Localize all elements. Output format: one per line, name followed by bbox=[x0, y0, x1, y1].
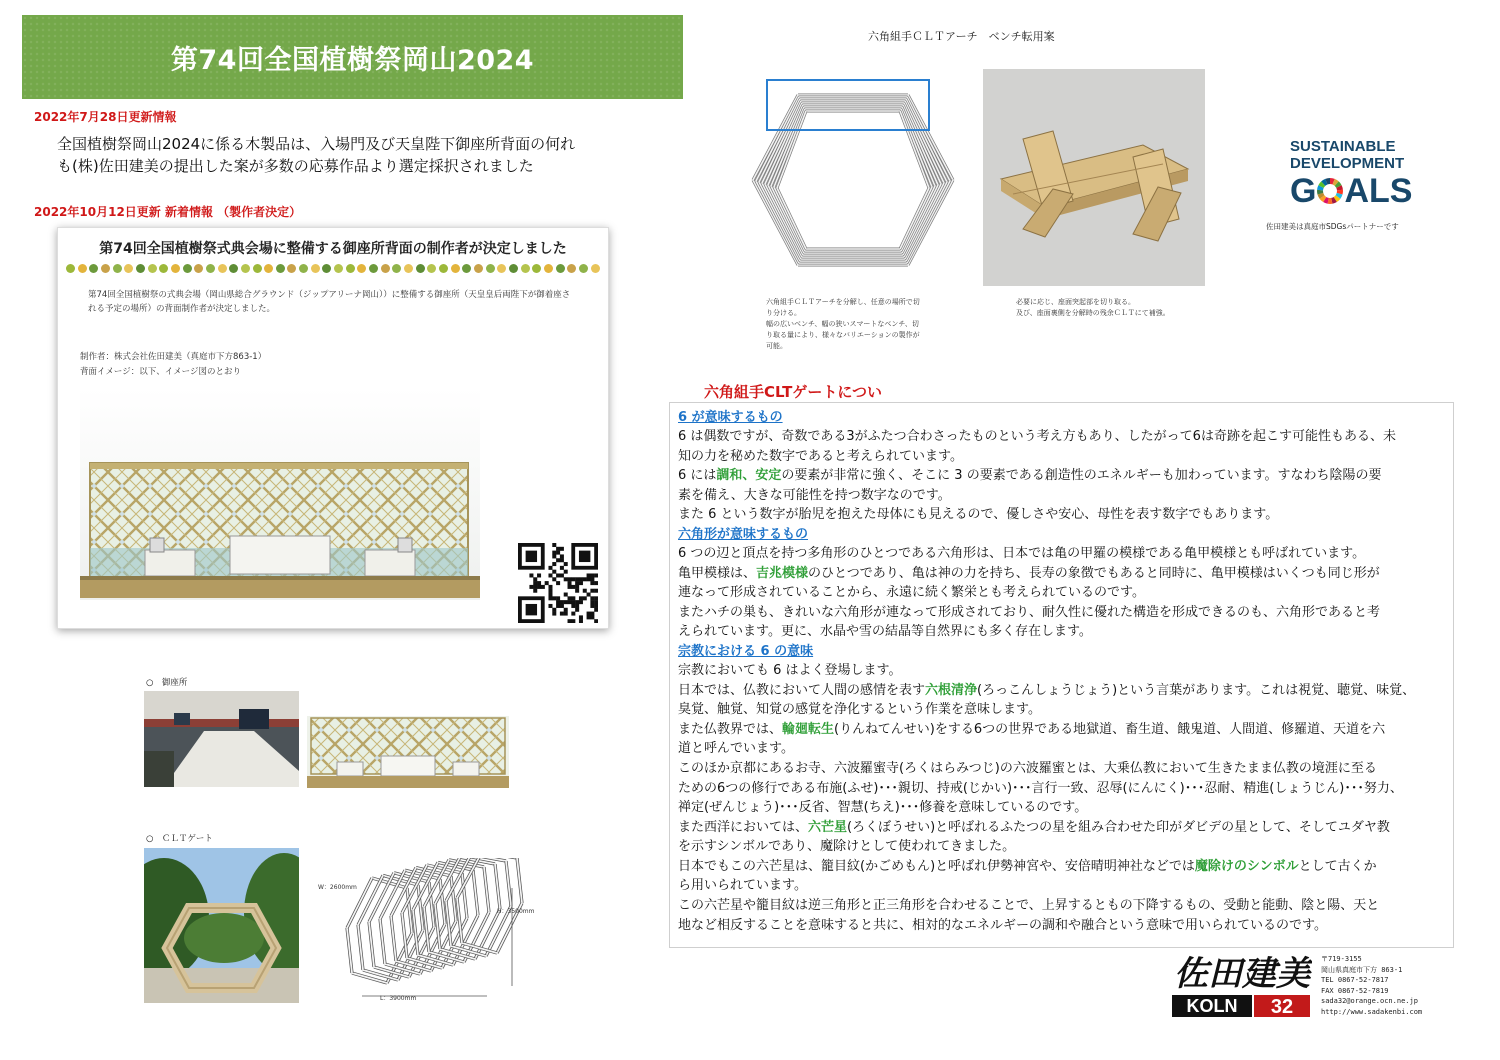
text-segment: ら用いられています。 bbox=[678, 878, 807, 894]
info-section-heading: 六角形が意味するもの bbox=[678, 526, 809, 542]
info-line bbox=[678, 837, 1448, 857]
card-text-line: 第74回全国植樹祭の式典会場（岡山県総合グラウンド（ジップアリーナ岡山））に整備する御座所（天皇皇后両陛下が御着座さ bbox=[88, 290, 571, 300]
dot bbox=[451, 264, 460, 273]
logo-num: 32 bbox=[1270, 996, 1294, 1018]
clt-gate-drawing bbox=[312, 858, 535, 1006]
info-line bbox=[678, 798, 1448, 818]
text-segment: 臭覚、触覚、知覚の感覚を浄化するという作業を意味します。 bbox=[678, 702, 1041, 718]
logo-text: 佐田建美 bbox=[1174, 954, 1310, 994]
dot bbox=[287, 264, 296, 273]
text-segment: 連なって形成されていることから、永遠に続く繁栄とも考えられているのです。 bbox=[678, 585, 1145, 601]
dot bbox=[509, 264, 518, 273]
note-line: 必要に応じ、座面突起部を切り取る。 bbox=[1016, 298, 1135, 306]
info-title: 六角組手CLTゲートについ bbox=[704, 383, 883, 401]
info-line bbox=[678, 759, 1448, 779]
bench-rendering bbox=[983, 69, 1205, 286]
bench-note-right bbox=[1016, 297, 1170, 319]
info-line bbox=[678, 427, 1448, 447]
text-segment: また 6 という数字が胎児を抱えた母体にも見えるので、優しさや安心、母性を表す数字でもあります。 bbox=[678, 507, 1279, 523]
address-line: http://www.sadakenbi.com bbox=[1321, 1007, 1423, 1016]
info-body bbox=[678, 408, 1448, 935]
info-line bbox=[678, 681, 1448, 701]
update-text-1 bbox=[57, 133, 677, 177]
text-segment: 6 つの辺と頂点を持つ多角形のひとつである六角形は、日本では亀の甲羅の模様である亀甲模様とも呼ばれています。 bbox=[678, 545, 1366, 561]
text-segment: 地など相反することを意味すると共に、相対的なエネルギーの調和や融合という意味で用いられているのです。 bbox=[678, 917, 1327, 933]
qr-code bbox=[518, 543, 598, 623]
text-segment: また西洋においては、 bbox=[678, 819, 809, 835]
bench-title: 六角組手ＣＬＴアーチ ベンチ転用案 bbox=[868, 30, 1055, 43]
dot bbox=[264, 264, 273, 273]
info-section-heading: 宗教における 6 の意味 bbox=[678, 643, 814, 659]
info-line bbox=[678, 720, 1448, 740]
dot bbox=[66, 264, 75, 273]
dot bbox=[556, 264, 565, 273]
decorative-dots bbox=[66, 264, 600, 276]
info-line bbox=[678, 896, 1448, 916]
info-section-heading: 6 が意味するもの bbox=[678, 410, 783, 425]
dot bbox=[159, 264, 168, 273]
dot bbox=[183, 264, 192, 273]
card-maker: 制作者：株式会社佐田建美（真庭市下方863-1） bbox=[80, 352, 267, 362]
sdgs-logo bbox=[1290, 138, 1420, 210]
dot bbox=[381, 264, 390, 273]
text-segment: (ろくぼうせい)と呼ばれるふたつの星を組み合わせた印がダビデの星として、そしてユダヤ教 bbox=[847, 819, 1390, 835]
text-segment: 素を備え、大きな可能性を持つ数字なのです。 bbox=[678, 487, 951, 503]
text-segment: 日本でもこの六芒星は、籠目紋(かごめもん)と呼ばれ伊勢神宮や、安倍晴明神社などでは bbox=[678, 858, 1195, 874]
dot bbox=[591, 264, 600, 273]
dim-height: H：3500mm bbox=[497, 908, 535, 915]
text-segment: 6 には bbox=[678, 468, 717, 484]
text-segment: この六芒星や籠目紋は逆三角形と正三角形を合わせることで、上昇するともの下降するもの、受動と能動、陰と陽、天と bbox=[678, 898, 1380, 914]
dot bbox=[253, 264, 262, 273]
text-segment: 知の力を秘めた数字であると考えられています。 bbox=[678, 448, 963, 464]
company-address bbox=[1321, 954, 1422, 1017]
info-line bbox=[678, 700, 1448, 720]
sdgs-line2: DEVELOPMENT bbox=[1290, 155, 1405, 172]
dot bbox=[218, 264, 227, 273]
dot bbox=[462, 264, 471, 273]
dot bbox=[89, 264, 98, 273]
address-line: sada32@orange.ocn.ne.jp bbox=[1321, 997, 1418, 1005]
text-segment: (ろっこんしょうじょう)という言葉があります。これは視覚、聴覚、味覚、 bbox=[977, 682, 1416, 698]
dot bbox=[136, 264, 145, 273]
info-line bbox=[678, 505, 1448, 525]
update-heading-2: 2022年10月12日更新 新着情報 （製作者決定） bbox=[34, 205, 302, 219]
text-segment: 6 は偶数ですが、奇数である3がふたつ合わさったものという考え方もあり、したがって6は奇跡を起こす可能性もある、未 bbox=[678, 429, 1396, 444]
company-logo bbox=[1172, 949, 1312, 1019]
text-segment: 宗教においても 6 はよく登場します。 bbox=[678, 662, 902, 678]
bench-note-left bbox=[766, 297, 920, 352]
note-line: 可能。 bbox=[766, 342, 787, 350]
info-line bbox=[678, 544, 1448, 564]
header-banner bbox=[22, 15, 683, 99]
text-segment: 禅定(ぜんじょう)･･･反省、智慧(ちえ)･･･修養を意味しているのです。 bbox=[678, 800, 1088, 816]
info-line bbox=[678, 486, 1448, 506]
dot bbox=[404, 264, 413, 273]
highlight-term: 調和、安定 bbox=[716, 468, 782, 484]
clt-gate-photo bbox=[144, 848, 299, 1003]
gozasho-lattice-rendering bbox=[307, 716, 509, 788]
dot bbox=[276, 264, 285, 273]
note-line: り取る量により、様々なバリエーションの製作が bbox=[766, 331, 920, 339]
dot bbox=[357, 264, 366, 273]
dot bbox=[567, 264, 576, 273]
sdgs-wheel-icon bbox=[1316, 177, 1344, 205]
note-line: り分ける。 bbox=[766, 309, 801, 317]
dot bbox=[497, 264, 506, 273]
clt-gate-label: ○ ＣＬＴゲート bbox=[146, 834, 213, 844]
update-heading-1: 2022年7月28日更新情報 bbox=[34, 110, 177, 124]
sdgs-goals bbox=[1290, 172, 1420, 210]
text-segment: を示すシンボルであり、魔除けとして使われてきました。 bbox=[678, 839, 1016, 855]
address-line: 岡山県真庭市下方 863-1 bbox=[1321, 965, 1403, 974]
address-line: FAX 0867-52-7819 bbox=[1321, 986, 1389, 995]
dot bbox=[229, 264, 238, 273]
sdgs-line1: SUSTAINABLE bbox=[1290, 138, 1396, 155]
highlight-term: 六芒星 bbox=[808, 819, 848, 835]
card-text-line: れる予定の場所）の背面制作者が決定しました。 bbox=[88, 304, 276, 314]
highlight-term: 魔除けのシンボル bbox=[1194, 858, 1299, 874]
note-line: 幅の広いベンチ、幅の狭いスマートなベンチ、切 bbox=[766, 320, 919, 328]
text-segment: ための6つの修行である布施(ふせ)･･･親切、持戒(じかい)･･･言行一致、忍辱(にんにく)･･･忍耐、精進(しょうじん)･･･努力、 bbox=[678, 780, 1403, 796]
dot bbox=[544, 264, 553, 273]
info-line bbox=[678, 583, 1448, 603]
dot bbox=[241, 264, 250, 273]
dot bbox=[124, 264, 133, 273]
dot bbox=[427, 264, 436, 273]
card-text bbox=[88, 288, 598, 316]
dot bbox=[113, 264, 122, 273]
text-segment: のひとつであり、亀は神の力を持ち、長寿の象徴でもあると同時に、亀甲模様はいくつも同じ形が bbox=[808, 565, 1380, 581]
card-image-note: 背面イメージ：以下、イメージ図のとおり bbox=[80, 367, 241, 377]
update-line: 全国植樹祭岡山2024に係る木製品は、入場門及び天皇陛下御座所背面の何れ bbox=[57, 135, 576, 153]
sdgs-caption: 佐田建美は真庭市SDGsパートナーです bbox=[1266, 222, 1399, 231]
text-segment: またハチの巣も、きれいな六角形が連なって形成されており、耐久性に優れた構造を形成できるのも、六角形であると考 bbox=[678, 604, 1381, 620]
info-line bbox=[678, 916, 1448, 936]
text-segment: として古くか bbox=[1298, 858, 1377, 874]
dot bbox=[171, 264, 180, 273]
dot bbox=[206, 264, 215, 273]
address-line: TEL 0867-52-7817 bbox=[1321, 976, 1389, 984]
dot bbox=[334, 264, 343, 273]
sdgs-g: G bbox=[1290, 172, 1317, 210]
text-segment: (りんねてんせい)をする6つの世界である地獄道、畜生道、餓鬼道、人間道、修羅道、天道を六 bbox=[834, 721, 1386, 737]
update-line: も(株)佐田建美の提出した案が多数の応募作品より選定採択されました bbox=[57, 157, 534, 175]
text-segment: 亀甲模様は、 bbox=[678, 565, 757, 581]
info-line bbox=[678, 466, 1448, 486]
text-segment: 日本では、仏教において人間の感情を表す bbox=[678, 682, 926, 698]
dot bbox=[416, 264, 425, 273]
dot bbox=[322, 264, 331, 273]
info-line bbox=[678, 661, 1448, 681]
dot bbox=[439, 264, 448, 273]
note-line: 六角組手ＣＬＴアーチを分解し、任意の場所で切 bbox=[766, 298, 920, 306]
info-line bbox=[678, 857, 1448, 877]
dot bbox=[369, 264, 378, 273]
dot bbox=[579, 264, 588, 273]
text-segment: 道と呼んでいます。 bbox=[678, 741, 794, 757]
dot bbox=[486, 264, 495, 273]
info-line bbox=[678, 739, 1448, 759]
text-segment: また仏教界では、 bbox=[678, 721, 783, 737]
dot bbox=[101, 264, 110, 273]
info-line bbox=[678, 779, 1448, 799]
banner-title: 第74回全国植樹祭岡山2024 bbox=[170, 44, 535, 76]
notice-card bbox=[57, 227, 609, 629]
info-line bbox=[678, 603, 1448, 623]
note-line: 及び、座面裏側を分解時の残余ＣＬＴにて補強。 bbox=[1016, 309, 1170, 317]
dot bbox=[392, 264, 401, 273]
info-line bbox=[678, 622, 1448, 642]
dot bbox=[521, 264, 530, 273]
gozasho-back-rendering bbox=[80, 388, 480, 600]
highlight-term: 吉兆模様 bbox=[756, 565, 809, 581]
logo-sub: KOLN bbox=[1186, 996, 1238, 1016]
sdgs-als: ALS bbox=[1344, 172, 1413, 210]
dim-width: W：2600mm bbox=[318, 884, 357, 891]
address-line: 〒719-3155 bbox=[1321, 955, 1362, 963]
highlight-term: 輪廻転生 bbox=[782, 721, 835, 737]
info-line bbox=[678, 818, 1448, 838]
gozasho-hall-photo bbox=[144, 691, 299, 787]
info-line bbox=[678, 876, 1448, 896]
dot bbox=[311, 264, 320, 273]
text-segment: の要素が非常に強く、そこに 3 の要素である創造性のエネルギーも加わっています。すなわち陰陽の要 bbox=[781, 468, 1382, 484]
hexagon-arch-drawing bbox=[733, 70, 973, 290]
text-segment: えられています。更に、水晶や雪の結晶等自然界にも多く存在します。 bbox=[678, 624, 1092, 640]
info-line bbox=[678, 564, 1448, 584]
dot bbox=[346, 264, 355, 273]
dot bbox=[78, 264, 87, 273]
dim-length: L：3900mm bbox=[380, 995, 417, 1002]
dot bbox=[148, 264, 157, 273]
dot bbox=[194, 264, 203, 273]
gozasho-label: ○ 御座所 bbox=[146, 678, 188, 688]
dot bbox=[299, 264, 308, 273]
text-segment: このほか京都にあるお寺、六波羅蜜寺(ろくはらみつじ)の六波羅蜜とは、大乗仏教において生きたまま仏教の境涯に至る bbox=[678, 760, 1377, 776]
card-title: 第74回全国植樹祭式典会場に整備する御座所背面の制作者が決定しました bbox=[99, 241, 567, 257]
dot bbox=[474, 264, 483, 273]
highlight-term: 六根清浄 bbox=[925, 682, 978, 698]
info-line bbox=[678, 447, 1448, 467]
dot bbox=[532, 264, 541, 273]
